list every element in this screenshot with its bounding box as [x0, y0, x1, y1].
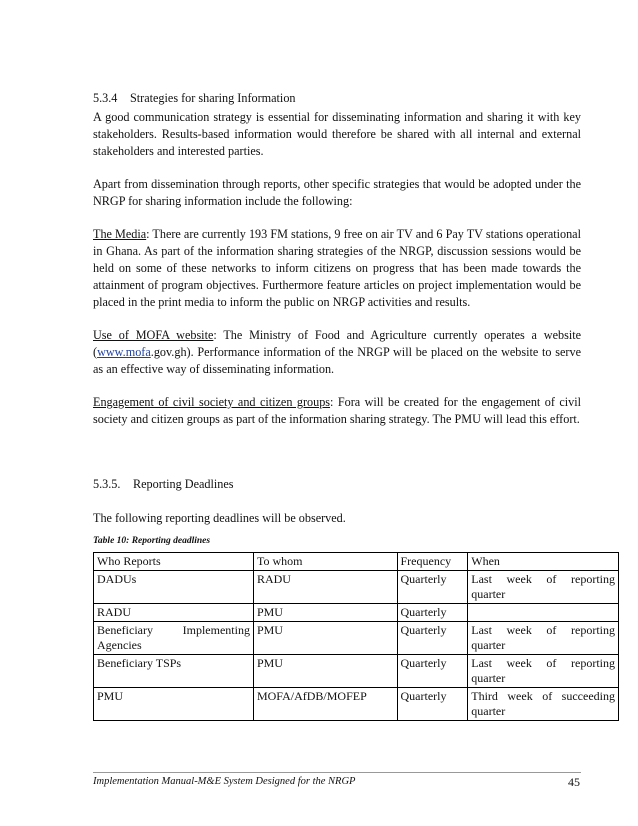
table-cell: PMU [253, 622, 397, 655]
table-cell [468, 688, 619, 721]
table-cell: PMU [94, 688, 254, 721]
media-text: : There are currently 193 FM stations, 9 free on air TV and 6 Pay TV stations operational in Ghana. As part of the information sharing strategies of the NRGP, discussion sessions would be held on some of these networks to inform citizens on progress that has been made towards the attainment of program objectives. Furthermore feature articles on project implementation would be placed in the print media to inform the public on NRGP activities and results. [93, 227, 581, 309]
when-line-1: Third week of succeeding [471, 689, 615, 703]
section-535-heading [93, 476, 581, 493]
when-line-2: quarter [471, 638, 506, 652]
header-when: When [468, 553, 619, 571]
table-cell: Quarterly [397, 655, 468, 688]
table-row [94, 655, 619, 688]
mofa-paragraph [93, 327, 581, 378]
section-534-number: 5.3.4 [93, 91, 118, 105]
page-number: 45 [568, 775, 580, 789]
table-row [94, 688, 619, 721]
mofa-label: Use of MOFA website [93, 328, 214, 342]
dissemination-paragraph: Apart from dissemination through reports, other specific strategies that would be adopted under the NRGP for sharing information include the following: [93, 177, 581, 208]
table-cell: PMU [253, 604, 397, 622]
table-cell: PMU [253, 655, 397, 688]
who-line-1: Beneficiary Implementing [97, 623, 250, 637]
table-cell: Beneficiary TSPs [94, 655, 254, 688]
section-534-title: Strategies for sharing Information [130, 91, 296, 105]
section-535-title: Reporting Deadlines [133, 477, 234, 491]
header-frequency: Frequency [397, 553, 468, 571]
section-534-heading [93, 90, 581, 107]
table-header-row [94, 553, 619, 571]
table-cell: MOFA/AfDB/MOFEP [253, 688, 397, 721]
reporting-intro: The following reporting deadlines will be observed. [93, 511, 346, 525]
table-row [94, 622, 619, 655]
who-line-2: Agencies [97, 638, 142, 652]
table-cell [94, 622, 254, 655]
mofa-text-1: : The Ministry of Food and Agriculture currently operates a website ( [93, 328, 581, 359]
table-cell: Quarterly [397, 571, 468, 604]
table-caption: Table 10: Reporting deadlines [93, 536, 211, 546]
page-content [93, 90, 615, 721]
table-cell: RADU [94, 604, 254, 622]
civil-society-text: : Fora will be created for the engagement of civil society and citizen groups as part of the information sharing strategy. The PMU will lead this effort. [93, 395, 581, 426]
table-cell: DADUs [94, 571, 254, 604]
table-cell [468, 604, 619, 622]
when-line-1: Last week of reporting [471, 572, 615, 586]
when-line-1: Last week of reporting [471, 656, 615, 670]
media-paragraph [93, 226, 581, 311]
when-line-2: quarter [471, 704, 506, 718]
table-cell [468, 571, 619, 604]
when-line-2: quarter [471, 671, 506, 685]
table-cell [468, 622, 619, 655]
header-to-whom: To whom [253, 553, 397, 571]
table-cell: RADU [253, 571, 397, 604]
when-line-2: quarter [471, 587, 506, 601]
media-label: The Media [93, 227, 147, 241]
mofa-text-2: .gov.gh). Performance information of the NRGP will be placed on the website to serve as an effective way of disseminating information. [93, 345, 581, 376]
mofa-website-link[interactable]: www.mofa [97, 345, 151, 359]
section-535-number: 5.3.5. [93, 477, 121, 491]
table-row [94, 604, 619, 622]
page-footer: Implementation Manual-M&E System Designed for the NRGP [93, 772, 581, 787]
reporting-deadlines-table [93, 552, 619, 721]
civil-society-paragraph [93, 394, 581, 428]
communication-strategy-paragraph: A good communication strategy is essential for disseminating information and sharing it with key stakeholders. Results-based information would therefore be shared with all internal and external stakeholders and interested parties. [93, 110, 581, 158]
civil-society-label: Engagement of civil society and citizen groups [93, 395, 331, 409]
table-cell [468, 655, 619, 688]
table-cell: Quarterly [397, 604, 468, 622]
when-line-1: Last week of reporting [471, 623, 615, 637]
table-row [94, 571, 619, 604]
table-cell: Quarterly [397, 622, 468, 655]
table-cell: Quarterly [397, 688, 468, 721]
header-who-reports: Who Reports [94, 553, 254, 571]
